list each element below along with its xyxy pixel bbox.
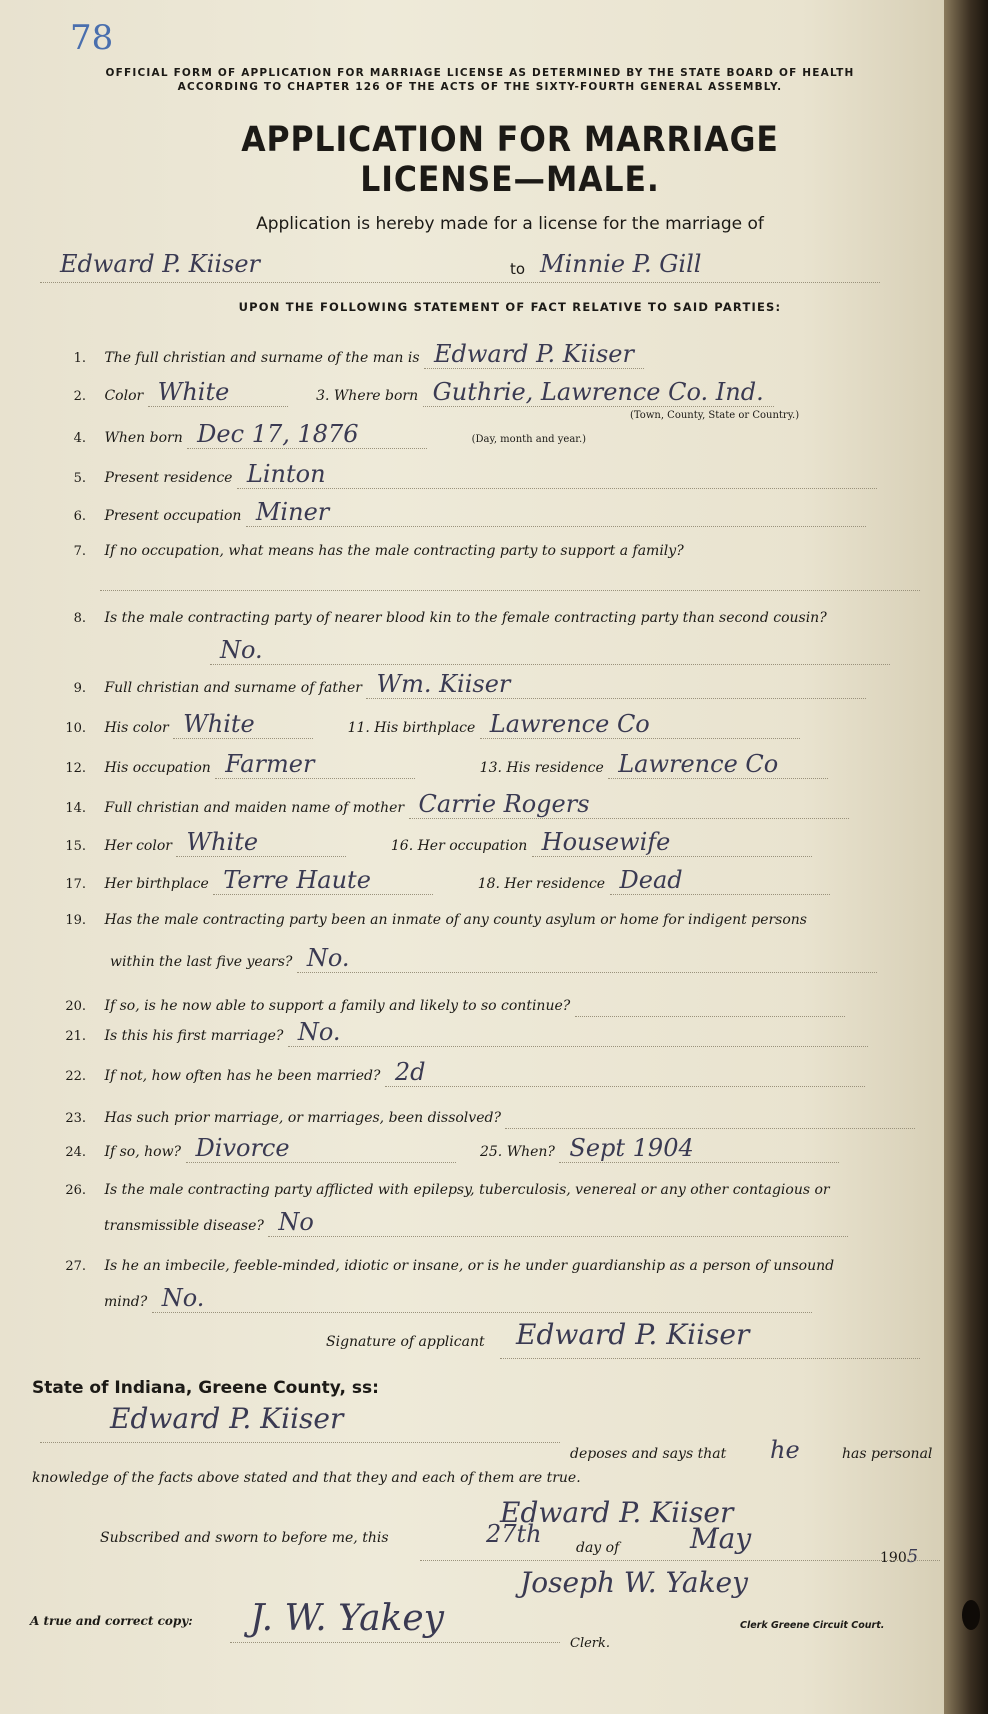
question-19 [40,912,930,928]
question-8 [40,610,930,626]
q4-hint: (Day, month and year.) [471,434,587,445]
q8-answer-row [210,636,910,665]
q9-answer: Wm. Kiiser [366,670,866,699]
q19-label: Has the male contracting party been an inmate of any county asylum or home for indigent persons [104,912,807,928]
q20-label: If so, is he now able to support a family and likely to so continue? [104,998,571,1014]
clerk-court-label: Clerk Greene Circuit Court. [740,1620,885,1631]
q25-label: When? [506,1144,555,1160]
pronoun: he [770,1436,800,1464]
q16-answer: Housewife [532,828,812,857]
q6-label: Present occupation [104,508,242,524]
q1-label: The full christian and surname of the man is [104,350,420,366]
has-personal-text: has personal [842,1446,933,1462]
year [880,1546,918,1567]
book-edge [944,0,988,1714]
question-21 [40,1018,930,1047]
q27-answer: No. [152,1284,812,1313]
q9-label: Full christian and surname of father [104,680,362,696]
q27-label-2: mind? [104,1294,148,1310]
q11-number: 11. [347,720,370,736]
official-header [70,66,890,94]
q26-number: 26. [65,1183,86,1198]
q19-label-2: within the last five years? [110,954,293,970]
q14-answer: Carrie Rogers [409,790,849,819]
q14-label: Full christian and maiden name of mother [104,800,405,816]
page-number: 78 [70,18,114,58]
question-14 [40,790,930,819]
q15-answer: White [176,828,346,857]
question-24-25 [40,1134,930,1163]
q10-answer: White [173,710,313,739]
q21-answer: No. [288,1018,868,1047]
intro-text: Application is hereby made for a license for the marriage of [256,214,764,234]
question-17-18 [40,866,930,895]
q3-hint: (Town, County, State or Country.) [630,410,800,421]
q17-label: Her birthplace [104,876,209,892]
q17-answer: Terre Haute [213,866,433,895]
q23-label: Has such prior marriage, or marriages, been dissolved? [104,1110,501,1126]
upon-statement: UPON THE FOLLOWING STATEMENT OF FACT RELATIVE TO SAID PARTIES: [238,300,782,314]
q10-label: His color [104,720,169,736]
question-12-13 [40,750,930,779]
deposes-text: deposes and says that [570,1446,727,1462]
year-suffix: 5 [906,1546,919,1567]
q17-number: 17. [65,877,86,892]
q27-label: Is he an imbecile, feeble-minded, idiotic or insane, or is he under guardianship as a person of unsound [104,1258,835,1274]
q4-answer: Dec 17, 1876 [187,420,427,449]
q2-answer: White [148,378,288,407]
question-7 [40,543,930,559]
q24-number: 24. [65,1145,86,1160]
q11-label: His birthplace [374,720,476,736]
question-26 [40,1182,930,1198]
to-label: to [510,260,526,278]
q3-label: Where born [333,388,419,404]
q23-number: 23. [65,1111,86,1126]
q5-label: Present residence [104,470,233,486]
deponent-signature: Edward P. Kiiser [110,1402,344,1435]
q14-number: 14. [65,801,86,816]
clerk-signature: Joseph W. Yakey [520,1566,748,1599]
day-of-text: day of [576,1540,620,1556]
q7-label: If no occupation, what means has the male contracting party to support a family? [104,543,684,559]
q25-number: 25. [479,1144,503,1160]
subscribed-text: Subscribed and sworn to before me, this [100,1530,389,1546]
q6-answer: Miner [246,498,866,527]
q10-number: 10. [65,721,86,736]
q1-answer: Edward P. Kiiser [424,340,644,369]
q25-answer: Sept 1904 [559,1134,839,1163]
q26-label: Is the male contracting party afflicted with epilepsy, tuberculosis, venereal or any other contagious or [104,1182,830,1198]
q18-number: 18. [477,876,500,892]
q15-label: Her color [104,838,172,854]
q16-number: 16. [390,838,414,854]
q8-number: 8. [73,611,86,626]
q13-number: 13. [479,760,502,776]
question-23 [40,1100,930,1129]
question-4 [40,420,930,449]
q24-label: If so, how? [104,1144,182,1160]
parties-underline [40,282,880,283]
question-27-cont [104,1284,924,1313]
deponent-line [40,1442,560,1443]
state-county: State of Indiana, Greene County, ss: [32,1378,379,1398]
q13-label: His residence [506,760,604,776]
question-27 [40,1258,930,1274]
q5-answer: Linton [237,460,877,489]
copy-line [230,1642,560,1643]
q16-label: Her occupation [417,838,528,854]
question-19-cont [110,944,930,973]
q8-label: Is the male contracting party of nearer blood kin to the female contracting party than second cousin? [104,610,827,626]
copy-signature: J. W. Yakey [250,1598,445,1639]
official-line-2: ACCORDING TO CHAPTER 126 OF THE ACTS OF THE SIXTY-FOURTH GENERAL ASSEMBLY. [177,81,783,93]
q19-answer: No. [297,944,877,973]
question-26-cont [104,1208,924,1237]
q18-label: Her residence [504,876,606,892]
q26-label-2: transmissible disease? [104,1218,264,1234]
q3-answer: Guthrie, Lawrence Co. Ind. [423,378,774,407]
q13-answer: Lawrence Co [608,750,828,779]
question-22 [40,1058,930,1087]
question-6 [40,498,930,527]
q6-number: 6. [73,509,86,524]
year-prefix: 190 [880,1550,907,1566]
knowledge-text: knowledge of the facts above stated and that they and each of them are true. [32,1470,581,1486]
question-5 [40,460,930,489]
signature-line [500,1358,920,1359]
clerk-label: Clerk. [570,1636,611,1651]
q11-answer: Lawrence Co [480,710,800,739]
q1-number: 1. [73,351,86,366]
q26-answer: No [268,1208,848,1237]
q4-number: 4. [73,431,86,446]
official-line-1: OFFICIAL FORM OF APPLICATION FOR MARRIAGE LICENSE AS DETERMINED BY THE STATE BOARD OF HEALTH [105,67,855,79]
question-2-3 [40,378,930,421]
q21-number: 21. [65,1029,86,1044]
applicant-signature: Edward P. Kiiser [516,1318,750,1351]
q2-label: Color [104,388,144,404]
parties-line [40,250,920,284]
sworn-signature: Edward P. Kiiser [500,1496,734,1529]
q12-answer: Farmer [215,750,415,779]
q7-answer-line [100,590,920,591]
q12-number: 12. [65,761,86,776]
q7-number: 7. [73,544,86,559]
q19-number: 19. [65,913,86,928]
bride-name: Minnie P. Gill [540,250,702,278]
question-20 [40,988,930,1017]
q27-number: 27. [65,1259,86,1274]
q12-label: His occupation [104,760,211,776]
question-10-11 [40,710,930,739]
q5-number: 5. [73,471,86,486]
q3-number: 3. [316,388,330,404]
sworn-day: 27th [486,1520,542,1548]
binding-hole [962,1600,980,1630]
sworn-month: May [690,1522,752,1555]
question-1 [40,340,930,369]
q24-answer: Divorce [186,1134,456,1163]
copy-label: A true and correct copy: [30,1614,193,1628]
q4-label: When born [104,430,183,446]
q22-number: 22. [65,1069,86,1084]
q2-number: 2. [73,389,86,404]
q22-answer: 2d [385,1058,865,1087]
sworn-line [420,1560,940,1561]
document-title: APPLICATION FOR MARRIAGE LICENSE—MALE. [241,120,779,200]
q20-number: 20. [65,999,86,1014]
q22-label: If not, how often has he been married? [104,1068,381,1084]
q8-answer: No. [210,636,890,665]
question-15-16 [40,828,930,857]
groom-name: Edward P. Kiiser [60,250,261,278]
q18-answer: Dead [610,866,830,895]
question-9 [40,670,930,699]
q15-number: 15. [65,839,86,854]
signature-label: Signature of applicant [326,1334,485,1350]
q21-label: Is this his first marriage? [104,1028,284,1044]
q9-number: 9. [73,681,86,696]
